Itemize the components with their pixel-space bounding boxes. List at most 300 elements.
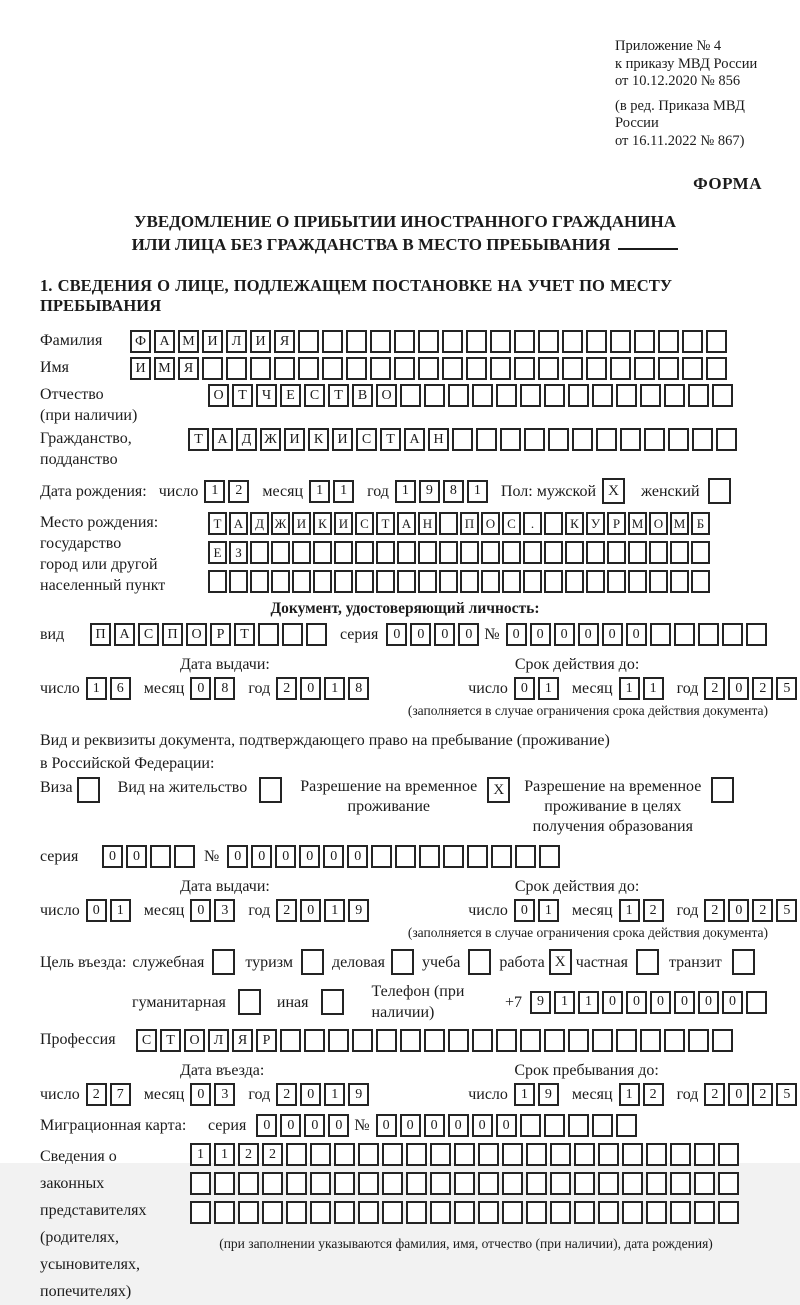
- char-cell[interactable]: [562, 357, 583, 380]
- char-cell[interactable]: О: [184, 1029, 205, 1052]
- char-cell[interactable]: 2: [262, 1143, 283, 1166]
- char-cell[interactable]: [616, 1114, 637, 1137]
- char-cell[interactable]: [670, 570, 689, 593]
- char-cell[interactable]: 0: [410, 623, 431, 646]
- char-cell[interactable]: [395, 845, 416, 868]
- purpose-private-checkbox[interactable]: [636, 949, 659, 975]
- char-cell[interactable]: А: [212, 428, 233, 451]
- char-cell[interactable]: [472, 1029, 493, 1052]
- char-cell[interactable]: Т: [232, 384, 253, 407]
- char-cell[interactable]: 1: [643, 677, 664, 700]
- char-cell[interactable]: К: [308, 428, 329, 451]
- birth-year-input[interactable]: [395, 480, 491, 503]
- char-cell[interactable]: [406, 1201, 427, 1224]
- char-cell[interactable]: [694, 1201, 715, 1224]
- char-cell[interactable]: [607, 541, 626, 564]
- identity-issue-year[interactable]: [276, 677, 372, 700]
- char-cell[interactable]: М: [178, 330, 199, 353]
- char-cell[interactable]: Б: [691, 512, 710, 535]
- char-cell[interactable]: 0: [190, 899, 211, 922]
- char-cell[interactable]: [226, 357, 247, 380]
- char-cell[interactable]: [544, 570, 563, 593]
- char-cell[interactable]: [712, 384, 733, 407]
- patronymic-input[interactable]: [208, 384, 736, 407]
- char-cell[interactable]: 0: [256, 1114, 277, 1137]
- char-cell[interactable]: Я: [178, 357, 199, 380]
- char-cell[interactable]: [430, 1201, 451, 1224]
- doc-kind-input[interactable]: [90, 623, 330, 646]
- char-cell[interactable]: [520, 1029, 541, 1052]
- char-cell[interactable]: [572, 428, 593, 451]
- char-cell[interactable]: [544, 384, 565, 407]
- char-cell[interactable]: [478, 1172, 499, 1195]
- char-cell[interactable]: Л: [208, 1029, 229, 1052]
- char-cell[interactable]: [397, 541, 416, 564]
- char-cell[interactable]: [271, 541, 290, 564]
- char-cell[interactable]: 8: [348, 677, 369, 700]
- char-cell[interactable]: [649, 541, 668, 564]
- temp-residence-checkbox[interactable]: X: [487, 777, 510, 803]
- char-cell[interactable]: 1: [467, 480, 488, 503]
- char-cell[interactable]: [610, 357, 631, 380]
- char-cell[interactable]: 0: [86, 899, 107, 922]
- char-cell[interactable]: И: [250, 330, 271, 353]
- char-cell[interactable]: [502, 1172, 523, 1195]
- char-cell[interactable]: 0: [472, 1114, 493, 1137]
- char-cell[interactable]: [544, 512, 563, 535]
- char-cell[interactable]: 0: [304, 1114, 325, 1137]
- char-cell[interactable]: [190, 1172, 211, 1195]
- phone-input[interactable]: [530, 991, 770, 1014]
- char-cell[interactable]: Д: [250, 512, 269, 535]
- residence-issue-month[interactable]: [190, 899, 238, 922]
- char-cell[interactable]: [286, 1201, 307, 1224]
- char-cell[interactable]: 2: [86, 1083, 107, 1106]
- char-cell[interactable]: 1: [514, 1083, 535, 1106]
- char-cell[interactable]: 9: [419, 480, 440, 503]
- char-cell[interactable]: [670, 1201, 691, 1224]
- char-cell[interactable]: [574, 1172, 595, 1195]
- char-cell[interactable]: [634, 330, 655, 353]
- char-cell[interactable]: [718, 1201, 739, 1224]
- identity-issue-month[interactable]: [190, 677, 238, 700]
- char-cell[interactable]: [586, 570, 605, 593]
- representatives-row-3[interactable]: [190, 1201, 742, 1224]
- char-cell[interactable]: 0: [722, 991, 743, 1014]
- char-cell[interactable]: 0: [602, 623, 623, 646]
- char-cell[interactable]: 8: [214, 677, 235, 700]
- purpose-tourism-checkbox[interactable]: [301, 949, 324, 975]
- char-cell[interactable]: У: [586, 512, 605, 535]
- name-input[interactable]: [130, 357, 730, 380]
- char-cell[interactable]: С: [356, 428, 377, 451]
- char-cell[interactable]: [322, 330, 343, 353]
- char-cell[interactable]: 0: [514, 677, 535, 700]
- entry-year[interactable]: [276, 1083, 372, 1106]
- char-cell[interactable]: З: [229, 541, 248, 564]
- char-cell[interactable]: [439, 570, 458, 593]
- char-cell[interactable]: 0: [626, 991, 647, 1014]
- doc-series-input[interactable]: [386, 623, 482, 646]
- char-cell[interactable]: 1: [309, 480, 330, 503]
- char-cell[interactable]: Т: [208, 512, 227, 535]
- char-cell[interactable]: 0: [650, 991, 671, 1014]
- char-cell[interactable]: [334, 1201, 355, 1224]
- entry-day[interactable]: [86, 1083, 134, 1106]
- entry-month[interactable]: [190, 1083, 238, 1106]
- char-cell[interactable]: 1: [578, 991, 599, 1014]
- char-cell[interactable]: [502, 1201, 523, 1224]
- residence-until-day[interactable]: [514, 899, 562, 922]
- char-cell[interactable]: [358, 1201, 379, 1224]
- char-cell[interactable]: [598, 1172, 619, 1195]
- char-cell[interactable]: [616, 384, 637, 407]
- char-cell[interactable]: С: [304, 384, 325, 407]
- char-cell[interactable]: М: [670, 512, 689, 535]
- char-cell[interactable]: [286, 1172, 307, 1195]
- char-cell[interactable]: П: [460, 512, 479, 535]
- char-cell[interactable]: [550, 1172, 571, 1195]
- char-cell[interactable]: Л: [226, 330, 247, 353]
- char-cell[interactable]: 7: [110, 1083, 131, 1106]
- char-cell[interactable]: [481, 541, 500, 564]
- char-cell[interactable]: [722, 623, 743, 646]
- char-cell[interactable]: 0: [728, 899, 749, 922]
- citizenship-input[interactable]: [188, 428, 740, 451]
- char-cell[interactable]: [538, 357, 559, 380]
- char-cell[interactable]: 0: [602, 991, 623, 1014]
- char-cell[interactable]: [400, 384, 421, 407]
- surname-input[interactable]: [130, 330, 730, 353]
- char-cell[interactable]: 0: [434, 623, 455, 646]
- char-cell[interactable]: [174, 845, 195, 868]
- purpose-transit-checkbox[interactable]: [732, 949, 755, 975]
- char-cell[interactable]: [238, 1201, 259, 1224]
- char-cell[interactable]: [394, 357, 415, 380]
- char-cell[interactable]: И: [292, 512, 311, 535]
- residence-series-input[interactable]: [102, 845, 198, 868]
- char-cell[interactable]: 0: [424, 1114, 445, 1137]
- char-cell[interactable]: Ж: [260, 428, 281, 451]
- char-cell[interactable]: И: [334, 512, 353, 535]
- residence-issue-year[interactable]: [276, 899, 372, 922]
- char-cell[interactable]: 0: [400, 1114, 421, 1137]
- purpose-business-checkbox[interactable]: [391, 949, 414, 975]
- char-cell[interactable]: Е: [280, 384, 301, 407]
- char-cell[interactable]: 1: [214, 1143, 235, 1166]
- char-cell[interactable]: .: [523, 512, 542, 535]
- char-cell[interactable]: А: [114, 623, 135, 646]
- char-cell[interactable]: Т: [188, 428, 209, 451]
- char-cell[interactable]: 2: [752, 899, 773, 922]
- char-cell[interactable]: [628, 570, 647, 593]
- char-cell[interactable]: [712, 1029, 733, 1052]
- stay-day[interactable]: [514, 1083, 562, 1106]
- char-cell[interactable]: 0: [728, 1083, 749, 1106]
- char-cell[interactable]: 0: [376, 1114, 397, 1137]
- char-cell[interactable]: [419, 845, 440, 868]
- char-cell[interactable]: 3: [214, 1083, 235, 1106]
- char-cell[interactable]: Я: [274, 330, 295, 353]
- char-cell[interactable]: [448, 1029, 469, 1052]
- char-cell[interactable]: [452, 428, 473, 451]
- char-cell[interactable]: 1: [619, 677, 640, 700]
- representatives-row-2[interactable]: [190, 1172, 742, 1195]
- char-cell[interactable]: [706, 357, 727, 380]
- char-cell[interactable]: Ф: [130, 330, 151, 353]
- char-cell[interactable]: [418, 570, 437, 593]
- char-cell[interactable]: 0: [190, 1083, 211, 1106]
- char-cell[interactable]: [670, 1172, 691, 1195]
- char-cell[interactable]: 1: [324, 677, 345, 700]
- char-cell[interactable]: [622, 1201, 643, 1224]
- char-cell[interactable]: 3: [214, 899, 235, 922]
- char-cell[interactable]: [306, 623, 327, 646]
- char-cell[interactable]: [376, 1029, 397, 1052]
- char-cell[interactable]: [292, 570, 311, 593]
- char-cell[interactable]: [310, 1201, 331, 1224]
- char-cell[interactable]: 2: [752, 1083, 773, 1106]
- stay-month[interactable]: [619, 1083, 667, 1106]
- char-cell[interactable]: [460, 541, 479, 564]
- char-cell[interactable]: О: [649, 512, 668, 535]
- char-cell[interactable]: [443, 845, 464, 868]
- char-cell[interactable]: 9: [538, 1083, 559, 1106]
- char-cell[interactable]: 1: [554, 991, 575, 1014]
- purpose-official-checkbox[interactable]: [212, 949, 235, 975]
- char-cell[interactable]: 0: [251, 845, 272, 868]
- char-cell[interactable]: Е: [208, 541, 227, 564]
- char-cell[interactable]: [442, 357, 463, 380]
- char-cell[interactable]: [250, 541, 269, 564]
- profession-input[interactable]: [136, 1029, 736, 1052]
- char-cell[interactable]: [538, 330, 559, 353]
- char-cell[interactable]: [370, 357, 391, 380]
- migration-number-input[interactable]: [376, 1114, 640, 1137]
- char-cell[interactable]: Ч: [256, 384, 277, 407]
- residence-until-year[interactable]: [704, 899, 800, 922]
- char-cell[interactable]: Я: [232, 1029, 253, 1052]
- char-cell[interactable]: 0: [674, 991, 695, 1014]
- char-cell[interactable]: 0: [698, 991, 719, 1014]
- char-cell[interactable]: 0: [458, 623, 479, 646]
- char-cell[interactable]: [691, 570, 710, 593]
- char-cell[interactable]: [400, 1029, 421, 1052]
- char-cell[interactable]: [394, 330, 415, 353]
- char-cell[interactable]: 0: [578, 623, 599, 646]
- identity-until-month[interactable]: [619, 677, 667, 700]
- birth-place-row-2[interactable]: [208, 541, 712, 564]
- char-cell[interactable]: [370, 330, 391, 353]
- char-cell[interactable]: [568, 384, 589, 407]
- char-cell[interactable]: [640, 384, 661, 407]
- char-cell[interactable]: 1: [324, 1083, 345, 1106]
- char-cell[interactable]: С: [355, 512, 374, 535]
- char-cell[interactable]: 0: [300, 1083, 321, 1106]
- char-cell[interactable]: 0: [190, 677, 211, 700]
- char-cell[interactable]: М: [628, 512, 647, 535]
- identity-until-year[interactable]: [704, 677, 800, 700]
- char-cell[interactable]: [586, 330, 607, 353]
- char-cell[interactable]: [355, 541, 374, 564]
- stay-year[interactable]: [704, 1083, 800, 1106]
- char-cell[interactable]: К: [565, 512, 584, 535]
- char-cell[interactable]: [352, 1029, 373, 1052]
- char-cell[interactable]: [250, 570, 269, 593]
- char-cell[interactable]: [598, 1201, 619, 1224]
- char-cell[interactable]: 0: [275, 845, 296, 868]
- char-cell[interactable]: 1: [204, 480, 225, 503]
- char-cell[interactable]: [439, 541, 458, 564]
- char-cell[interactable]: И: [130, 357, 151, 380]
- char-cell[interactable]: [274, 357, 295, 380]
- char-cell[interactable]: 1: [324, 899, 345, 922]
- char-cell[interactable]: Т: [234, 623, 255, 646]
- char-cell[interactable]: [418, 330, 439, 353]
- char-cell[interactable]: [202, 357, 223, 380]
- char-cell[interactable]: [658, 330, 679, 353]
- char-cell[interactable]: 2: [276, 899, 297, 922]
- char-cell[interactable]: [515, 845, 536, 868]
- char-cell[interactable]: [304, 1029, 325, 1052]
- char-cell[interactable]: [282, 623, 303, 646]
- char-cell[interactable]: [424, 1029, 445, 1052]
- char-cell[interactable]: 2: [276, 677, 297, 700]
- char-cell[interactable]: [622, 1172, 643, 1195]
- char-cell[interactable]: А: [397, 512, 416, 535]
- char-cell[interactable]: [448, 384, 469, 407]
- char-cell[interactable]: 0: [554, 623, 575, 646]
- char-cell[interactable]: [694, 1172, 715, 1195]
- char-cell[interactable]: 2: [276, 1083, 297, 1106]
- char-cell[interactable]: 0: [102, 845, 123, 868]
- char-cell[interactable]: [523, 570, 542, 593]
- char-cell[interactable]: [502, 541, 521, 564]
- char-cell[interactable]: [691, 541, 710, 564]
- char-cell[interactable]: [214, 1201, 235, 1224]
- char-cell[interactable]: П: [162, 623, 183, 646]
- char-cell[interactable]: [568, 1114, 589, 1137]
- char-cell[interactable]: [682, 330, 703, 353]
- char-cell[interactable]: [467, 845, 488, 868]
- char-cell[interactable]: [430, 1172, 451, 1195]
- char-cell[interactable]: С: [138, 623, 159, 646]
- char-cell[interactable]: [280, 1029, 301, 1052]
- residence-number-input[interactable]: [227, 845, 563, 868]
- char-cell[interactable]: [406, 1172, 427, 1195]
- char-cell[interactable]: [746, 623, 767, 646]
- char-cell[interactable]: 0: [386, 623, 407, 646]
- char-cell[interactable]: [271, 570, 290, 593]
- char-cell[interactable]: 5: [776, 677, 797, 700]
- char-cell[interactable]: [628, 541, 647, 564]
- char-cell[interactable]: [424, 384, 445, 407]
- identity-issue-day[interactable]: [86, 677, 134, 700]
- char-cell[interactable]: [258, 623, 279, 646]
- char-cell[interactable]: [481, 570, 500, 593]
- char-cell[interactable]: [718, 1172, 739, 1195]
- char-cell[interactable]: 1: [333, 480, 354, 503]
- char-cell[interactable]: 0: [530, 623, 551, 646]
- sex-female-checkbox[interactable]: [708, 478, 731, 504]
- char-cell[interactable]: [478, 1201, 499, 1224]
- char-cell[interactable]: [568, 1029, 589, 1052]
- char-cell[interactable]: [328, 1029, 349, 1052]
- char-cell[interactable]: [476, 428, 497, 451]
- char-cell[interactable]: 8: [443, 480, 464, 503]
- char-cell[interactable]: [592, 1029, 613, 1052]
- char-cell[interactable]: [418, 357, 439, 380]
- char-cell[interactable]: 2: [238, 1143, 259, 1166]
- char-cell[interactable]: [520, 1114, 541, 1137]
- char-cell[interactable]: 9: [348, 899, 369, 922]
- char-cell[interactable]: [539, 845, 560, 868]
- char-cell[interactable]: А: [404, 428, 425, 451]
- char-cell[interactable]: [524, 428, 545, 451]
- char-cell[interactable]: 0: [300, 899, 321, 922]
- char-cell[interactable]: [454, 1172, 475, 1195]
- char-cell[interactable]: Р: [210, 623, 231, 646]
- char-cell[interactable]: [640, 1029, 661, 1052]
- char-cell[interactable]: [514, 330, 535, 353]
- migration-series-input[interactable]: [256, 1114, 352, 1137]
- char-cell[interactable]: С: [136, 1029, 157, 1052]
- purpose-work-checkbox[interactable]: X: [549, 949, 572, 975]
- char-cell[interactable]: [544, 1029, 565, 1052]
- char-cell[interactable]: 1: [538, 677, 559, 700]
- char-cell[interactable]: [634, 357, 655, 380]
- char-cell[interactable]: 6: [110, 677, 131, 700]
- char-cell[interactable]: [520, 384, 541, 407]
- char-cell[interactable]: 0: [227, 845, 248, 868]
- char-cell[interactable]: 0: [347, 845, 368, 868]
- char-cell[interactable]: М: [154, 357, 175, 380]
- char-cell[interactable]: Н: [428, 428, 449, 451]
- char-cell[interactable]: [490, 357, 511, 380]
- char-cell[interactable]: [382, 1172, 403, 1195]
- char-cell[interactable]: [334, 541, 353, 564]
- char-cell[interactable]: [646, 1172, 667, 1195]
- char-cell[interactable]: [346, 357, 367, 380]
- char-cell[interactable]: [514, 357, 535, 380]
- char-cell[interactable]: О: [481, 512, 500, 535]
- char-cell[interactable]: 0: [323, 845, 344, 868]
- char-cell[interactable]: [574, 1201, 595, 1224]
- char-cell[interactable]: 0: [514, 899, 535, 922]
- char-cell[interactable]: Т: [328, 384, 349, 407]
- char-cell[interactable]: [397, 570, 416, 593]
- char-cell[interactable]: [658, 357, 679, 380]
- char-cell[interactable]: Т: [380, 428, 401, 451]
- char-cell[interactable]: [466, 330, 487, 353]
- char-cell[interactable]: О: [376, 384, 397, 407]
- char-cell[interactable]: 2: [643, 899, 664, 922]
- char-cell[interactable]: Т: [376, 512, 395, 535]
- char-cell[interactable]: [454, 1201, 475, 1224]
- char-cell[interactable]: [668, 428, 689, 451]
- char-cell[interactable]: 2: [704, 677, 725, 700]
- char-cell[interactable]: 0: [496, 1114, 517, 1137]
- residence-until-month[interactable]: [619, 899, 667, 922]
- char-cell[interactable]: И: [202, 330, 223, 353]
- char-cell[interactable]: [376, 570, 395, 593]
- residence-permit-checkbox[interactable]: [259, 777, 282, 803]
- birth-place-row-1[interactable]: [208, 512, 712, 535]
- identity-until-day[interactable]: [514, 677, 562, 700]
- birth-month-input[interactable]: [309, 480, 357, 503]
- char-cell[interactable]: О: [208, 384, 229, 407]
- char-cell[interactable]: Р: [256, 1029, 277, 1052]
